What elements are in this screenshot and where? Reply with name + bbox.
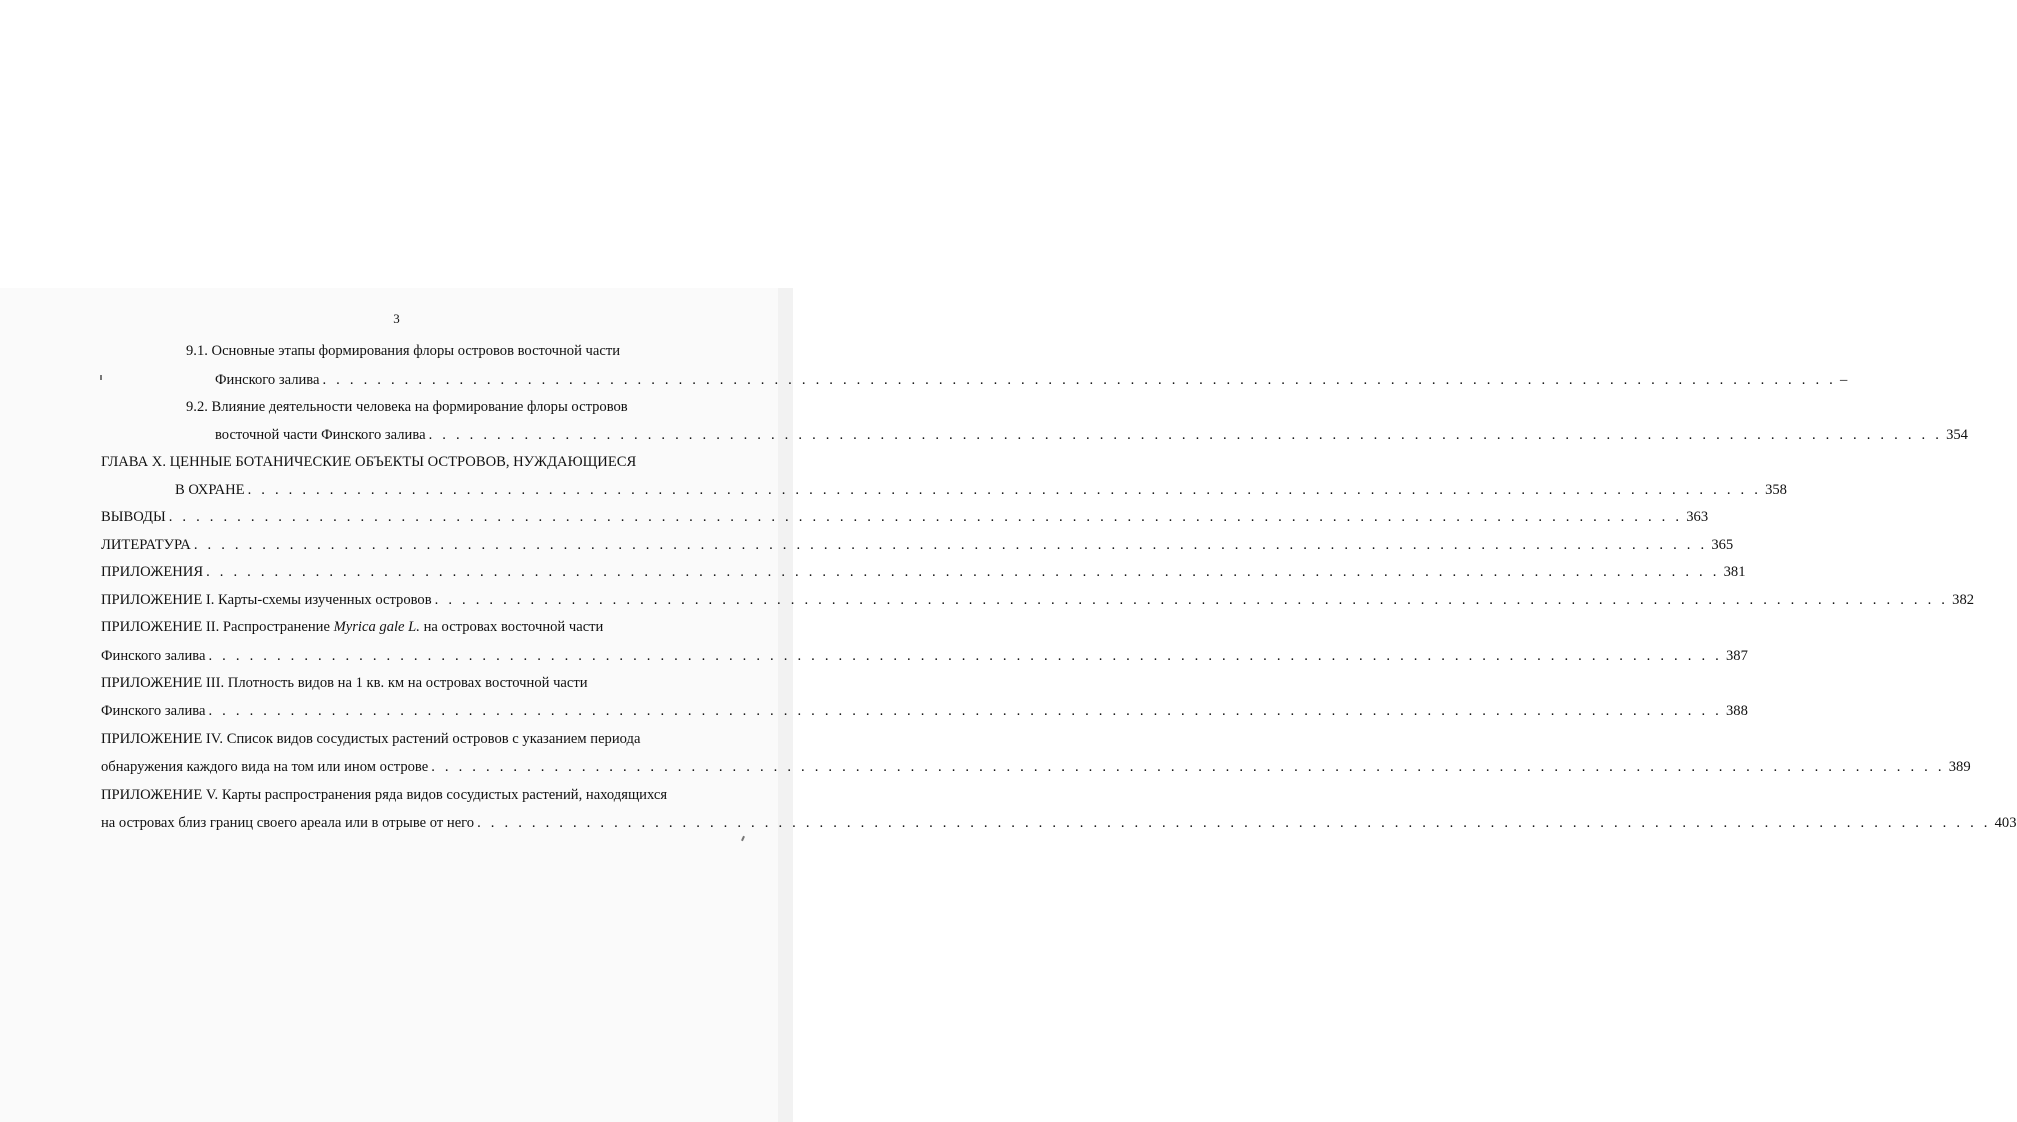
toc-entry-text: ВЫВОДЫ (101, 509, 166, 525)
toc-entry-text: 9.2. Влияние деятельности человека на формирование флоры островов (186, 399, 628, 415)
toc-entry-appendix-1[interactable] (101, 590, 1975, 610)
species-name: Myrica gale L. (333, 619, 420, 635)
toc-entry-appendix-3[interactable] (101, 701, 1748, 721)
toc-page-number: 382 (1952, 592, 1975, 608)
toc-entry-9-1-heading[interactable] (186, 341, 620, 361)
dot-leader: . . . . . . . . . . . . . . . . . . . . . . . . . . . . . . . . . . . . . . . . . . . . . . . . . . . . . . . . . . . . . . . . . . . . . . . . . . . . . . . . . . . . . . . . . . . . . . . . . . . . . . . . . . . . . . . (428, 427, 1943, 443)
toc-page-number: 403 (1994, 815, 2017, 831)
toc-entry-appendix-2[interactable] (101, 646, 1748, 666)
dot-leader: . . . . . . . . . . . . . . . . . . . . . . . . . . . . . . . . . . . . . . . . . . . . . . . . . . . . . . . . . . . . . . . . . . . . . . . . . . . . . . . . . . . . . . . . . . . . . . . . . . . . . . . . . . . . . . . (247, 482, 1762, 498)
toc-entry-9-2[interactable] (215, 425, 1968, 445)
dot-leader: . . . . . . . . . . . . . . . . . . . . . . . . . . . . . . . . . . . . . . . . . . . . . . . . . . . . . . . . . . . . . . . . . . . . . . . . . . . . . . . . . . . . . . . . . . . . . . . . . . . . . . . . . . . . . . . (168, 509, 1683, 525)
page-number: 3 (393, 311, 400, 326)
toc-page-number: 389 (1948, 759, 1971, 775)
toc-entry-text: восточной части Финского залива (215, 427, 426, 443)
toc-entry-appendix-5[interactable] (101, 813, 2017, 833)
toc-entry-text: В ОХРАНЕ (175, 482, 245, 498)
dot-leader: . . . . . . . . . . . . . . . . . . . . . . . . . . . . . . . . . . . . . . . . . . . . . . . . . . . . . . . . . . . . . . . . . . . . . . . . . . . . . . . . . . . . . . . . . . . . . . . . . . . . . . . . . . . . . . . (434, 592, 1949, 608)
toc-entry-conclusions[interactable] (101, 507, 1709, 527)
toc-entry-chapter-x-heading[interactable] (101, 452, 636, 472)
toc-entry-text: Финского залива (101, 703, 206, 719)
dot-leader: . . . . . . . . . . . . . . . . . . . . . . . . . . . . . . . . . . . . . . . . . . . . . . . . . . . . . . . . . . . . . . . . . . . . . . . . . . . . . . . . . . . . . . . . . . . . . . . . . . . . . . . . . . . . . . . (477, 815, 1991, 831)
toc-entry-text: обнаружения каждого вида на том или ином острове (101, 759, 429, 775)
scan-speck (100, 375, 102, 380)
dot-leader: . . . . . . . . . . . . . . . . . . . . . . . . . . . . . . . . . . . . . . . . . . . . . . . . . . . . . . . . . . . . . . . . . . . . . . . . . . . . . . . . . . . . . . . . . . . . . . . . . . . . . . . . . . . . . . . (206, 564, 1720, 580)
toc-entry-text: ПРИЛОЖЕНИЕ III. Плотность видов на 1 кв. км на островах восточной части (101, 675, 588, 691)
toc-entry-literature[interactable] (101, 535, 1734, 555)
toc-entry-text: ПРИЛОЖЕНИЕ I. Карты-схемы изученных островов (101, 592, 432, 608)
toc-entry-text (101, 617, 603, 637)
toc-entry-9-2-heading[interactable] (186, 397, 628, 417)
toc-page-number: 381 (1723, 564, 1746, 580)
toc-entry-appendix-2-heading[interactable] (101, 617, 603, 637)
toc-page-number: 358 (1765, 482, 1787, 498)
toc-entry-text: 9.1. Основные этапы формирования флоры островов восточной части (186, 343, 621, 359)
toc-entry-text: ГЛАВА X. ЦЕННЫЕ БОТАНИЧЕСКИЕ ОБЪЕКТЫ ОСТРОВОВ, НУЖДАЮЩИЕСЯ (101, 454, 637, 470)
toc-entry-text: на островах близ границ своего ареала или в отрыве от него (101, 815, 475, 831)
toc-entry-text: Финского залива (215, 372, 320, 388)
toc-page-number: – (1840, 372, 1848, 388)
toc-entry-text: ПРИЛОЖЕНИЕ IV. Список видов сосудистых растений островов с указанием периода (101, 731, 641, 747)
toc-entry-9-1[interactable] (215, 370, 1848, 390)
toc-page-number: 387 (1726, 648, 1748, 664)
dot-leader: . . . . . . . . . . . . . . . . . . . . . . . . . . . . . . . . . . . . . . . . . . . . . . . . . . . . . . . . . . . . . . . . . . . . . . . . . . . . . . . . . . . . . . . . . . . . . . . . . . . . . . . . . . . . . . . (431, 759, 1945, 775)
toc-entry-appendix-4-heading[interactable] (101, 729, 640, 749)
toc-entry-appendix-3-heading[interactable] (101, 673, 588, 693)
toc-page-number: 365 (1711, 537, 1734, 553)
toc-page-number: 354 (1946, 427, 1968, 443)
toc-entry-chapter-x[interactable] (175, 480, 1787, 500)
toc-page-number: 388 (1726, 703, 1748, 719)
toc-entry-appendix-4[interactable] (101, 757, 1971, 777)
dot-leader: . . . . . . . . . . . . . . . . . . . . . . . . . . . . . . . . . . . . . . . . . . . . . . . . . . . . . . . . . . . . . . . . . . . . . . . . . . . . . . . . . . . . . . . . . . . . . . . . . . . . . . . . . . . . . . . (193, 537, 1708, 553)
dot-leader: . . . . . . . . . . . . . . . . . . . . . . . . . . . . . . . . . . . . . . . . . . . . . . . . . . . . . . . . . . . . . . . . . . . . . . . . . . . . . . . . . . . . . . . . . . . . . . . . . . . . . . . . . . . . . . . (208, 648, 1722, 664)
toc-text-part: ПРИЛОЖЕНИЕ II. Распространение (101, 619, 334, 635)
toc-page-number: 363 (1686, 509, 1709, 525)
toc-entry-appendix-5-heading[interactable] (101, 785, 667, 805)
toc-entry-text: ПРИЛОЖЕНИЕ V. Карты распространения ряда видов сосудистых растений, находящихся (101, 787, 668, 803)
blank-top-area (0, 0, 793, 288)
toc-entry-text: Финского залива (101, 648, 206, 664)
toc-entry-appendices[interactable] (101, 562, 1746, 582)
dot-leader: . . . . . . . . . . . . . . . . . . . . . . . . . . . . . . . . . . . . . . . . . . . . . . . . . . . . . . . . . . . . . . . . . . . . . . . . . . . . . . . . . . . . . . . . . . . . . . . . . . . . . . . . . . . . . . . (208, 703, 1722, 719)
dot-leader: . . . . . . . . . . . . . . . . . . . . . . . . . . . . . . . . . . . . . . . . . . . . . . . . . . . . . . . . . . . . . . . . . . . . . . . . . . . . . . . . . . . . . . . . . . . . . . . . . . . . . . . . . . . . . . . (322, 372, 1836, 388)
toc-text-part: на островах восточной части (419, 619, 604, 635)
toc-entry-text: ЛИТЕРАТУРА (101, 537, 191, 553)
toc-entry-text: ПРИЛОЖЕНИЯ (101, 564, 204, 580)
